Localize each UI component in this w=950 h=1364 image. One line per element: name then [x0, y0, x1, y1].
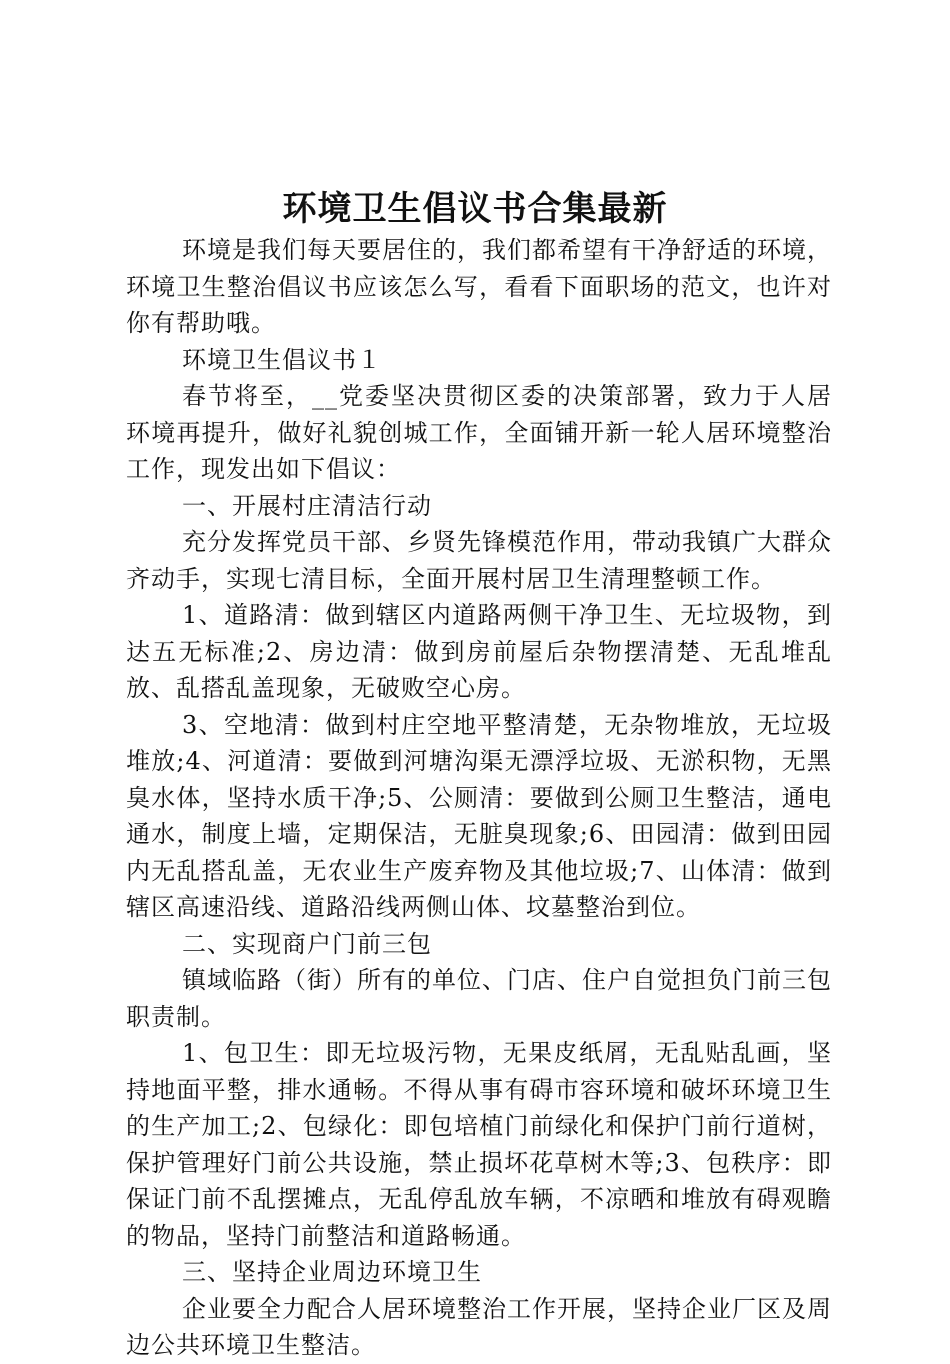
section-heading-1: 一、开展村庄清洁行动	[182, 491, 432, 520]
section-1-items-b: 3、空地清：做到村庄空地平整清楚，无杂物堆放，无垃圾堆放;4、河道清：要做到河塘沟渠无漂浮垃圾、无淤积物，无黑臭水体，坚持水质干净;5、公厕清：要做到公厕卫生整洁，通电通水，制度上墙，定期保洁，无脏臭现象;6、田园清：做到田园内无乱搭乱盖，无农业生产废弃物及其他垃圾;7、山体清：做到辖区高速沿线、道路沿线两侧山体、坟墓整治到位。	[126, 710, 832, 921]
section-2-items: 1、包卫生：即无垃圾污物，无果皮纸屑，无乱贴乱画，坚持地面平整，排水通畅。不得从事有碍市容环境和破坏环境卫生的生产加工;2、包绿化：即包培植门前绿化和保护门前行道树，保护管理好门前公共设施，禁止损坏花草树木等;3、包秩序：即保证门前不乱摆摊点，无乱停乱放车辆，不凉晒和堆放有碍观瞻的物品，坚持门前整洁和道路畅通。	[126, 1039, 832, 1250]
document-title: 环境卫生倡议书合集最新	[282, 189, 668, 229]
section-1-items-a: 1、道路清：做到辖区内道路两侧干净卫生、无垃圾物，到达五无标准;2、房边清：做到房前屋后杂物摆清楚、无乱堆乱放、乱搭乱盖现象，无破败空心房。	[126, 601, 832, 702]
section-1-paragraph: 充分发挥党员干部、乡贤先锋模范作用，带动我镇广大群众齐动手，实现七清目标，全面开展村居卫生清理整顿工作。	[126, 528, 832, 593]
intro-paragraph: 环境是我们每天要居住的，我们都希望有干净舒适的环境，环境卫生整治倡议书应该怎么写，看看下面职场的范文，也许对你有帮助哦。	[126, 236, 832, 337]
opening-paragraph: 春节将至，__党委坚决贯彻区委的决策部署，致力于人居环境再提升，做好礼貌创城工作，全面铺开新一轮人居环境整治工作，现发出如下倡议：	[126, 382, 832, 483]
section-3-paragraph: 企业要全力配合人居环境整治工作开展，坚持企业厂区及周边公共环境卫生整洁。	[126, 1294, 832, 1359]
section-2-paragraph: 镇域临路（街）所有的单位、门店、住户自觉担负门前三包职责制。	[126, 966, 832, 1031]
section-heading-2: 二、实现商户门前三包	[182, 929, 432, 958]
section-heading-3: 三、坚持企业周边环境卫生	[182, 1258, 482, 1286]
document-body	[126, 232, 832, 1364]
proposal-heading: 环境卫生倡议书１	[182, 345, 382, 374]
